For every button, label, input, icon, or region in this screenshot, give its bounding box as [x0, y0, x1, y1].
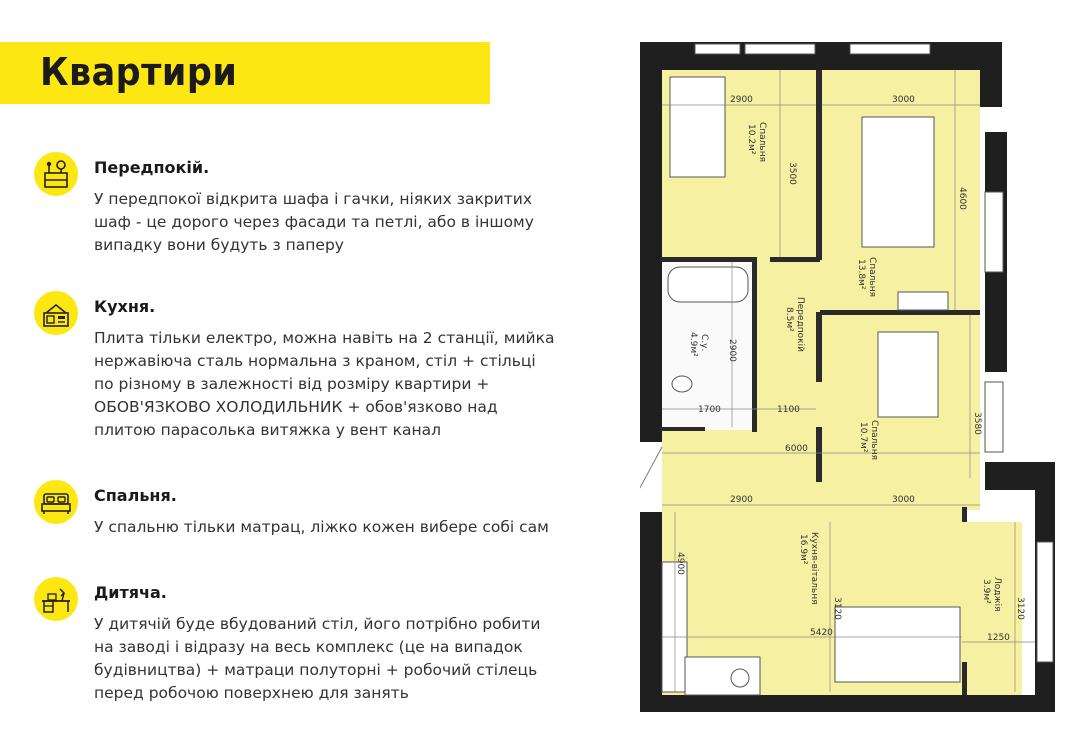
dimension-label: 1100 — [777, 405, 800, 415]
room-name: Спальня — [869, 420, 879, 461]
section-heading: Спальня. — [94, 486, 177, 505]
section-kids-room — [34, 577, 594, 717]
body-line: нержавіюча сталь нормальна з краном, стіл + стільці — [94, 352, 536, 370]
room-area: 13.8м² — [856, 259, 866, 290]
dimension-label: 3120 — [832, 597, 842, 620]
room-name: Лоджія — [992, 577, 1002, 612]
body-line: плитою парасолька витяжка у вент канал — [94, 421, 441, 439]
dimension-label: 3500 — [787, 162, 797, 185]
room-area: 8.5м² — [784, 307, 794, 332]
section-body — [94, 516, 574, 539]
body-line: перед робочою поверхнею для занять — [94, 684, 409, 702]
dimension-label: 5420 — [810, 628, 833, 638]
body-line: Плита тільки електро, можна навіть на 2 станції, мийка — [94, 329, 555, 347]
floor-plan — [640, 42, 1060, 712]
body-line: У дитячій буде вбудований стіл, його потрібно робити — [94, 615, 541, 633]
desk-icon — [34, 577, 78, 621]
dimension-label: 2900 — [727, 339, 737, 362]
body-line: по різному в залежності від розміру квартири + — [94, 375, 490, 393]
body-line: ОБОВ'ЯЗКОВО ХОЛОДИЛЬНИК + обов'язково над — [94, 398, 498, 416]
dimension-label: 3120 — [1015, 597, 1025, 620]
dimension-label: 2900 — [730, 95, 753, 105]
body-line: на заводі і відразу на весь комплекс (це на випадок — [94, 638, 523, 656]
body-line: будівництва) + матраци полуторні + робочий стілець — [94, 661, 538, 679]
dimension-label: 1700 — [698, 405, 721, 415]
section-body — [94, 188, 574, 257]
room-area: 16.9м² — [798, 534, 808, 565]
room-name: Спальня — [867, 257, 877, 298]
section-heading: Передпокій. — [94, 158, 210, 177]
room-area: 3.9м² — [981, 579, 991, 604]
room-area: 4.9м² — [688, 332, 698, 357]
dimension-label: 3000 — [892, 495, 915, 505]
dimension-label: 6000 — [785, 444, 808, 454]
section-bedroom — [34, 480, 594, 550]
room-name: С.у. — [699, 334, 709, 352]
dimension-label: 1250 — [987, 633, 1010, 643]
section-kitchen — [34, 291, 594, 451]
dimension-label: 2900 — [730, 495, 753, 505]
room-name: Передпокій — [795, 297, 805, 352]
kitchen-icon — [34, 291, 78, 335]
section-body — [94, 613, 574, 705]
section-heading: Дитяча. — [94, 583, 167, 602]
bed-icon — [34, 480, 78, 524]
section-heading: Кухня. — [94, 297, 156, 316]
hallway-icon — [34, 152, 78, 196]
page-title: Квартири — [40, 50, 238, 94]
room-area: 10.7м² — [858, 422, 868, 453]
dimension-label: 4600 — [957, 187, 967, 210]
section-hallway — [34, 152, 594, 262]
body-line: шаф - це дорого через фасади та петлі, або в іншому — [94, 213, 534, 231]
dimension-label: 3000 — [892, 95, 915, 105]
room-name: Кухня-вітальня — [809, 532, 819, 605]
body-line: випадку вони будуть з паперу — [94, 236, 344, 254]
body-line: У спальню тільки матрац, ліжко кожен вибере собі сам — [94, 518, 549, 536]
room-area: 10.2м² — [746, 124, 756, 155]
body-line: У передпокої відкрита шафа і гачки, ніяких закритих — [94, 190, 532, 208]
dimension-label: 3580 — [972, 412, 982, 435]
dimension-label: 4900 — [675, 552, 685, 575]
section-body — [94, 327, 574, 442]
room-name: Спальня — [757, 122, 767, 163]
